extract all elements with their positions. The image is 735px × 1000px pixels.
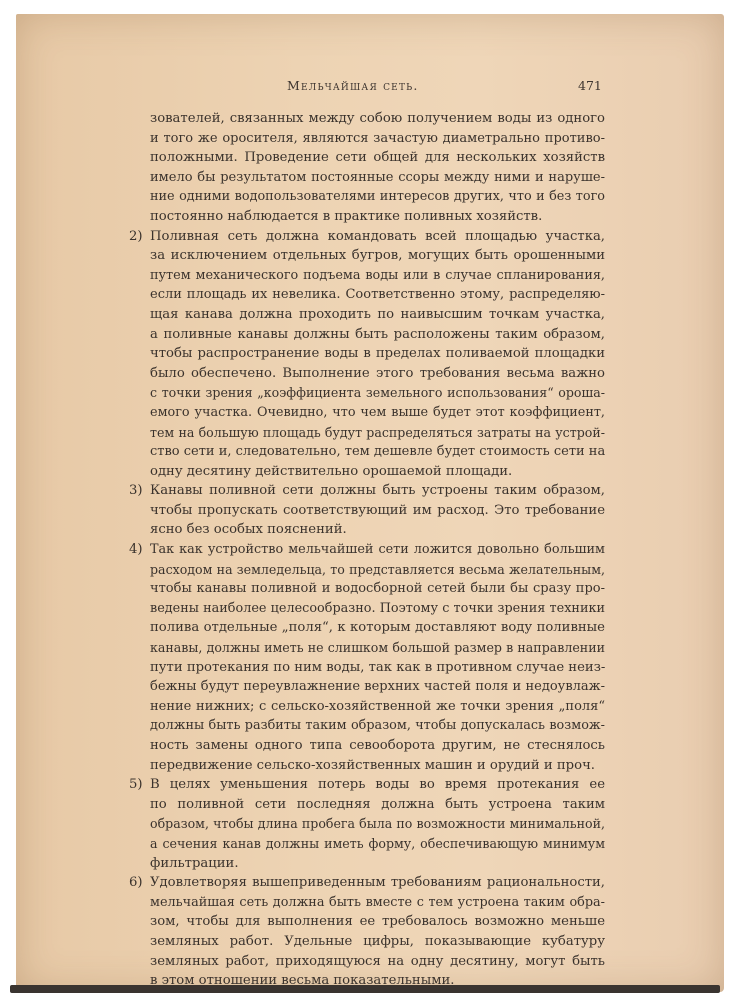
- text-line: фильтрации.: [150, 855, 239, 871]
- text-line: если площадь их невелика. Соответственно этому, распределяю-: [150, 287, 605, 303]
- intro-paragraph: [131, 109, 605, 227]
- text-line: чтобы пропускать соответствующий им расход. Это требование: [150, 502, 605, 518]
- text-line: нение нижних; с сельско-хозяйственной же точки зрения „поля“: [150, 698, 605, 714]
- text-line: Так как устройство мельчайшей сети ложится довольно большим: [150, 542, 605, 558]
- text-line: за исключением отдельных бугров, могущих быть орошенными: [150, 248, 605, 264]
- text-line: с точки зрения „коэффициента земельного использования“ ороша-: [150, 385, 605, 401]
- text-line: земляных работ, приходящуюся на одну десятину, могут быть: [150, 953, 605, 969]
- text-line: передвижение сельско-хозяйственных машин и орудий и проч.: [150, 757, 595, 773]
- text-line: было обеспечено. Выполнение этого требования весьма важно: [150, 365, 605, 381]
- item-number: 4): [129, 542, 143, 558]
- text-line: ние одними водопользователями интересов других, что и без того: [150, 189, 605, 205]
- item-number: 3): [129, 483, 143, 499]
- text-line: ство сети и, следовательно, тем дешевле будет стоимость сети на: [150, 444, 605, 460]
- text-line: а поливные канавы должны быть расположены таким образом,: [150, 326, 605, 342]
- running-title: Мельчайшая сеть.: [287, 78, 419, 93]
- text-line: положными. Проведение сети общей для нескольких хозяйств: [150, 150, 605, 166]
- text-line: зом, чтобы для выполнения ее требовалось возможно меньше: [150, 914, 605, 930]
- body-text: [131, 109, 605, 991]
- text-line: постоянно наблюдается в практике поливных хозяйств.: [150, 208, 543, 224]
- text-line: и того же оросителя, являются зачастую диаметрально противо-: [150, 130, 605, 146]
- text-line: полива отдельные „поля“, к которым доставляют воду поливные: [150, 620, 605, 636]
- text-line: Канавы поливной сети должны быть устроены таким образом,: [150, 483, 605, 499]
- item-number: 5): [129, 777, 143, 793]
- list-item-2: [131, 227, 605, 482]
- list-item-4: [131, 540, 605, 775]
- text-line: ность замены одного типа севооборота другим, не стеснялось: [150, 738, 605, 753]
- text-line: бежны будут переувлажнение верхних частей поля и недоувлаж-: [150, 679, 605, 695]
- text-line: щая канава должна проходить по наивысшим точкам участка,: [150, 306, 605, 322]
- list-item-5: [131, 775, 605, 873]
- text-line: емого участка. Очевидно, что чем выше будет этот коэффициент,: [150, 404, 605, 420]
- running-head: [0, 78, 735, 98]
- text-line: имело бы результатом постоянные ссоры между ними и наруше-: [150, 169, 605, 185]
- page-number: 471: [578, 78, 602, 93]
- text-line: Удовлетворяя вышеприведенным требованиям рациональности,: [150, 875, 605, 891]
- text-line: канавы, должны иметь не слишком большой размер в направлении: [150, 640, 605, 656]
- item-number: 6): [129, 875, 143, 891]
- text-line: в этом отношении весьма показательными.: [150, 973, 455, 989]
- list-item-3: [131, 481, 605, 540]
- text-line: путем механического подъема воды или в случае спланирования,: [150, 267, 605, 283]
- text-line: пути протекания по ним воды, так как в противном случае неиз-: [150, 659, 605, 675]
- text-line: земляных работ. Удельные цифры, показывающие кубатуру: [150, 933, 605, 949]
- text-line: чтобы канавы поливной и водосборной сетей были бы сразу про-: [150, 581, 605, 597]
- text-line: В целях уменьшения потерь воды во время протекания ее: [150, 777, 605, 793]
- text-line: по поливной сети последняя должна быть устроена таким: [150, 796, 605, 812]
- item-number: 2): [129, 228, 143, 244]
- text-line: зователей, связанных между собою получением воды из одного: [150, 111, 605, 126]
- text-line: мельчайшая сеть должна быть вместе с тем устроена таким обра-: [150, 894, 605, 910]
- text-line: ведены наиболее целесообразно. Поэтому с точки зрения техники: [150, 600, 605, 616]
- text-line: расходом на земледельца, то представляется весьма желательным,: [150, 561, 605, 577]
- text-line: Поливная сеть должна командовать всей площадью участка,: [150, 228, 605, 244]
- text-line: тем на большую площадь будут распределяться затраты на устрой-: [150, 424, 605, 440]
- text-line: а сечения канав должны иметь форму, обеспечивающую минимум: [150, 835, 605, 851]
- text-line: должны быть разбиты таким образом, чтобы допускалась возмож-: [150, 718, 605, 734]
- list-item-6: [131, 873, 605, 991]
- text-line: ясно без особых пояснений.: [150, 522, 347, 538]
- text-line: чтобы распространение воды в пределах поливаемой площадки: [150, 346, 605, 362]
- text-line: образом, чтобы длина пробега была по возможности минимальной,: [150, 816, 605, 832]
- text-line: одну десятину действительно орошаемой площади.: [150, 463, 513, 479]
